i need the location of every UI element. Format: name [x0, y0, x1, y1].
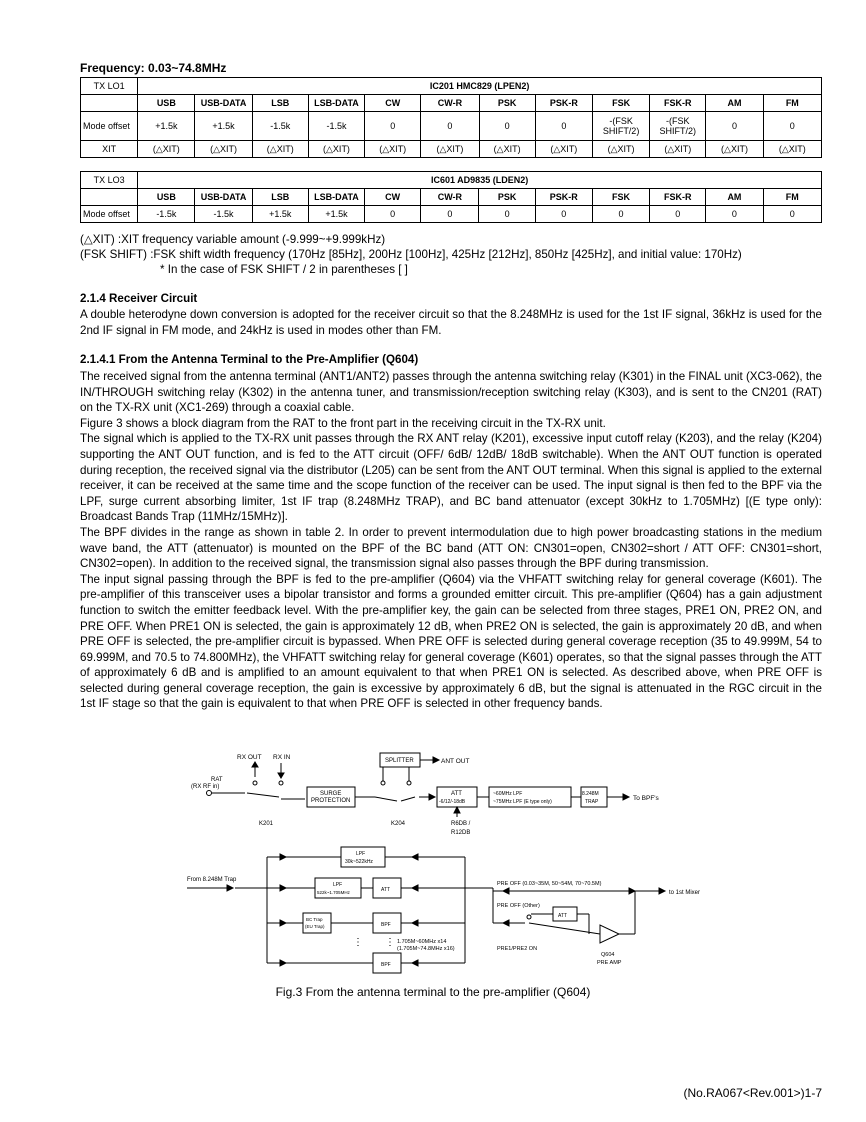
mode-offset-row: Mode offset +1.5k +1.5k -1.5k -1.5k 0 0 0 0 -(FSK SHIFT/2) -(FSK SHIFT/2) 0 0	[81, 112, 822, 141]
paragraph: The input signal passing through the BPF is fed to the pre-amplifier (Q604) via the VHFATT switching relay for general coverage (K601). The pre-amplifier of this transceiver uses a bipolar transistor and forms a grounded emitter circuit. This pre-amplifier (Q604) has a gain adjustment function to switch the emitter feedback level. With the pre-amplifier key, the gain can be selected from three stages, PRE1 ON, PRE2 ON, and PRE OFF. When PRE1 ON is selected, the gain is approximately 12 dB, when PRE2 ON is selected, the gain is approximately 20 dB, and when PRE OFF is selected, the pre-amplifier circuit is bypassed. When PRE OFF is selected during general coverage reception (35 to 49.999M, 54 to 69.999M, and 70.5 to 74.800MHz), the VHFATT switching relay for general coverage (K601) operates, so that the signal passes through the ATT of approximately 6 dB and is amplified to an amount equivalent to that when PRE1 ON is selected. As described above, when PRE OFF is selected during general coverage reception, the gain is excessive by approximately 6 dB, but the signal is attenuated in the RGC circuit in the 1st IF stage so that the gain is equivalent to that when PRE OFF is selected in other frequency bands.	[80, 572, 822, 711]
svg-text:RAT: RAT	[211, 777, 223, 783]
svg-text:Q604: Q604	[601, 952, 615, 958]
svg-text:R6DB /: R6DB /	[451, 821, 471, 827]
svg-text:8.248M: 8.248M	[582, 791, 599, 797]
svg-text:BPF: BPF	[381, 962, 391, 968]
svg-text:~60MHz LPF: ~60MHz LPF	[493, 791, 523, 797]
block-diagram	[175, 745, 735, 975]
svg-text:ATT: ATT	[381, 887, 391, 893]
svg-text:PRE AMP: PRE AMP	[597, 960, 622, 966]
frequency-title: Frequency: 0.03~74.8MHz	[80, 61, 227, 75]
svg-text:⋮: ⋮	[385, 937, 395, 948]
svg-text:LPF: LPF	[333, 882, 343, 888]
svg-text:BC Trap: BC Trap	[306, 917, 323, 922]
svg-text:-6/12/-18dB: -6/12/-18dB	[439, 799, 466, 805]
paragraph: The BPF divides in the range as shown in table 2. In order to prevent intermodulation due to high power broadcasting stations in the medium wave band, the ATT (attenuator) is mounted on the BPF of the BC band (ATT ON: CN301=open, CN302=short / ATT OFF: CN301=short, CN302=open). In addition to the received signal, the transmission signal also passes through the BPF during transmission.	[80, 525, 822, 571]
svg-text:PRE OFF (Other): PRE OFF (Other)	[497, 903, 540, 909]
svg-text:522k~1.705MHz: 522k~1.705MHz	[317, 890, 350, 895]
tx-lo1-table	[80, 77, 822, 158]
svg-text:30k~522kHz: 30k~522kHz	[345, 859, 373, 865]
svg-text:ATT: ATT	[451, 791, 462, 797]
mode-header-row: USB USB-DATA LSB LSB-DATA CW CW-R PSK PSK-R FSK FSK-R AM FM	[81, 189, 822, 206]
svg-text:(1.705M~74.8MHz x16): (1.705M~74.8MHz x16)	[397, 946, 455, 952]
svg-text:to 1st Mixer: to 1st Mixer	[669, 890, 701, 896]
top-chain	[191, 753, 660, 836]
svg-text:PROTECTION: PROTECTION	[311, 798, 351, 804]
svg-text:TRAP: TRAP	[585, 799, 599, 805]
svg-text:K204: K204	[391, 821, 406, 827]
svg-text:PRE1/PRE2 ON: PRE1/PRE2 ON	[497, 946, 538, 952]
note-xit: (△XIT) :XIT frequency variable amount (-9.999~+9.999kHz)	[80, 233, 386, 246]
bpf-chain	[187, 847, 700, 973]
table-label: TX LO3	[81, 172, 138, 189]
svg-text:ATT: ATT	[558, 913, 568, 919]
ic-title: IC601 AD9835 (LDEN2)	[138, 172, 822, 189]
table-notes	[80, 232, 742, 277]
note-parentheses: * In the case of FSK SHIFT / 2 in parentheses [ ]	[160, 263, 408, 276]
page-footer: (No.RA067<Rev.001>)1-7	[683, 1086, 822, 1100]
svg-text:RX IN: RX IN	[273, 754, 291, 761]
svg-text:LPF: LPF	[356, 851, 366, 857]
svg-text:To BPF's: To BPF's	[633, 795, 659, 802]
section-heading-antenna: 2.1.4.1 From the Antenna Terminal to the Pre-Amplifier (Q604)	[80, 353, 419, 366]
svg-text:ANT OUT: ANT OUT	[441, 758, 470, 765]
svg-text:~75MHz LPF (E type only): ~75MHz LPF (E type only)	[493, 799, 552, 805]
svg-text:RX OUT: RX OUT	[237, 754, 262, 761]
receiver-paragraph: A double heterodyne down conversion is adopted for the receiver circuit so that the 8.248MHz is used for the 1st IF signal, 36kHz is used for the 2nd IF signal in FM mode, and 24kHz is used in modes other than FM.	[80, 308, 822, 337]
svg-text:K201: K201	[259, 821, 274, 827]
note-fsk-shift: (FSK SHIFT) :FSK shift width frequency (170Hz [85Hz], 200Hz [100Hz], 425Hz [212Hz], 850Hz [425Hz], and initial value: 170Hz)	[80, 248, 742, 261]
tx-lo3-table	[80, 171, 822, 223]
svg-text:1.705M~60MHz x14: 1.705M~60MHz x14	[397, 939, 447, 945]
mode-header-row: USB USB-DATA LSB LSB-DATA CW CW-R PSK PSK-R FSK FSK-R AM FM	[81, 95, 822, 112]
ic-title: IC201 HMC829 (LPEN2)	[138, 78, 822, 95]
mode-offset-row: Mode offset -1.5k -1.5k +1.5k +1.5k 0 0 0 0 0 0 0 0	[81, 206, 822, 223]
section-heading-receiver: 2.1.4 Receiver Circuit	[80, 292, 198, 305]
svg-text:BPF: BPF	[381, 922, 391, 928]
antenna-body	[80, 369, 822, 712]
xit-row: XIT (△XIT) (△XIT) (△XIT) (△XIT) (△XIT) (△XIT) (△XIT) (△XIT) (△XIT) (△XIT) (△XIT) (△XIT)	[81, 141, 822, 158]
svg-text:(RX RF in): (RX RF in)	[191, 784, 220, 790]
figure-caption: Fig.3 From the antenna terminal to the pre-amplifier (Q604)	[275, 985, 591, 999]
svg-text:SPLITTER: SPLITTER	[385, 758, 414, 764]
paragraph: The received signal from the antenna terminal (ANT1/ANT2) passes through the antenna switching relay (K301) in the FINAL unit (XC3-062), the IN/THROUGH switching relay (K302) in the antenna tuner, and transmission/reception switching relay (K303), and is sent to the CN201 (RAT) on the TX-RX unit (XC1-269) through a coaxial cable.	[80, 370, 822, 415]
svg-text:⋮: ⋮	[353, 937, 363, 948]
paragraph: The signal which is applied to the TX-RX unit passes through the RX ANT relay (K201), excessive input cutoff relay (K203), and the relay (K204) supporting the ANT OUT function, and is fed to the ATT circuit (OFF/ 6dB/ 12dB/ 18dB switchable). When the ANT OUT function is operated during reception, the received signal via the distributor (L205) can be sent from the ANT OUT terminal. When this signal is applied to the external receiver, it can be received at the same time and the scope function of the receiver can be used. The input signal is then fed to the BPF via the LPF, surge current absorbing limiter, 1st IF trap (8.248MHz TRAP), and BC band attenuator (except 30kHz to 1.705MHz) [(E type only): Broadcast Bands Trap (11MHz/15MHz)].	[80, 432, 822, 524]
table-label: TX LO1	[81, 78, 138, 95]
svg-text:From 8.248M Trap: From 8.248M Trap	[187, 877, 237, 883]
paragraph: Figure 3 shows a block diagram from the RAT to the front part in the receiving circuit in the TX-RX unit.	[80, 416, 606, 430]
svg-text:(EU Trap): (EU Trap)	[305, 924, 325, 929]
svg-text:PRE OFF (0.03~35M, 50~54M, 70~: PRE OFF (0.03~35M, 50~54M, 70~70.5M)	[497, 881, 602, 887]
svg-text:SURGE: SURGE	[320, 791, 342, 797]
svg-text:R12DB: R12DB	[451, 830, 471, 836]
